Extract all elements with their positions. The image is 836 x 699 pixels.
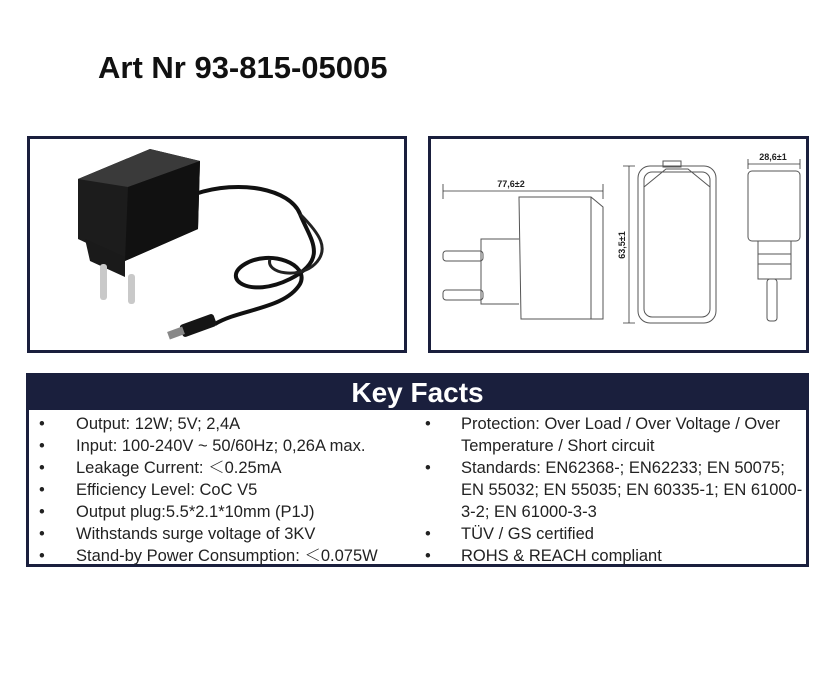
list-item	[33, 501, 425, 523]
article-number-title: Art Nr 93-815-05005	[98, 50, 388, 85]
key-facts-right-list	[425, 413, 805, 567]
list-item	[33, 545, 425, 567]
bullet-icon: •	[39, 415, 45, 433]
key-facts-header: Key Facts	[29, 376, 806, 410]
list-item	[33, 435, 425, 457]
fact-text: Stand-by Power Consumption: ＜0.075W	[76, 547, 378, 565]
list-item	[425, 413, 805, 457]
bullet-icon: •	[39, 547, 45, 565]
fact-text: ROHS & REACH compliant	[461, 547, 662, 565]
depth-dimension-label: 28,6±1	[759, 152, 787, 162]
list-item	[425, 457, 805, 523]
fact-text: Withstands surge voltage of 3KV	[76, 525, 316, 543]
key-facts-left-list	[33, 413, 425, 567]
list-item	[425, 545, 805, 567]
dimension-drawing-frame	[428, 136, 809, 353]
bullet-icon: •	[39, 459, 45, 477]
fact-text: Input: 100-240V ~ 50/60Hz; 0,26A max.	[76, 437, 366, 455]
bullet-icon: •	[425, 415, 431, 433]
list-item	[425, 523, 805, 545]
fact-text: Efficiency Level: CoC V5	[76, 481, 258, 499]
product-photo-frame	[27, 136, 407, 353]
bullet-icon: •	[425, 459, 431, 477]
height-dimension-label: 63,5±1	[617, 231, 627, 259]
list-item	[33, 413, 425, 435]
key-facts-panel	[26, 373, 809, 567]
bullet-icon: •	[39, 437, 45, 455]
bullet-icon: •	[39, 503, 45, 521]
power-adapter-image	[30, 139, 404, 350]
dimension-drawing	[431, 139, 806, 350]
list-item	[33, 457, 425, 479]
list-item	[33, 479, 425, 501]
fact-text: TÜV / GS certified	[461, 525, 594, 543]
list-item	[33, 523, 425, 545]
fact-text: Protection: Over Load / Over Voltage / Over Temperature / Short circuit	[461, 415, 781, 455]
bullet-icon: •	[39, 525, 45, 543]
bullet-icon: •	[425, 547, 431, 565]
fact-text: Output: 12W; 5V; 2,4A	[76, 415, 241, 433]
width-dimension-label: 77,6±2	[497, 179, 525, 189]
fact-text: Output plug:5.5*2.1*10mm (P1J)	[76, 503, 315, 521]
bullet-icon: •	[39, 481, 45, 499]
fact-text: Standards: EN62368-; EN62233; EN 50075; EN 55032; EN 55035; EN 60335-1; EN 61000-3-2; EN 61000-3-3	[461, 459, 803, 521]
bullet-icon: •	[425, 525, 431, 543]
fact-text: Leakage Current: ＜0.25mA	[76, 459, 282, 477]
